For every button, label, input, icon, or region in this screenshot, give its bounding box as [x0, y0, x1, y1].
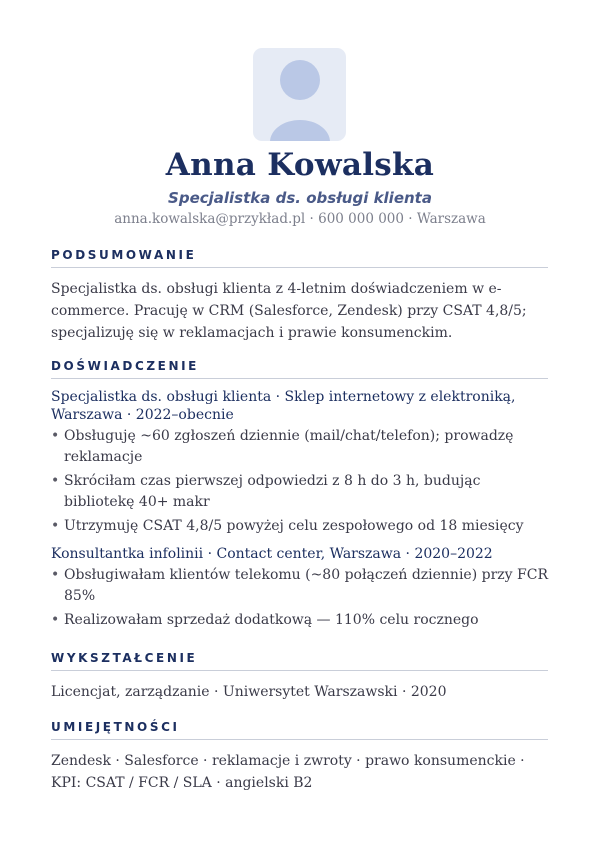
candidate-name: Anna Kowalska: [165, 147, 435, 183]
experience-title: DOŚWIADCZENIE: [51, 359, 548, 379]
skills-text: Zendesk · Salesforce · reklamacje i zwroty · prawo konsumenckie · KPI: CSAT / FCR / SLA · angielski B2: [51, 753, 525, 791]
candidate-role: Specjalistka ds. obsługi klienta: [168, 189, 432, 207]
job-entry: [51, 388, 548, 537]
experience-section: [51, 359, 548, 634]
avatar-placeholder-icon: [253, 48, 346, 141]
skills-title: UMIEJĘTNOŚCI: [51, 720, 548, 740]
job-bullet: • Obsługiwałam klientów telekomu (~80 połączeń dziennie) przy FCR 85%: [51, 565, 548, 607]
avatar-head-shape: [280, 60, 320, 100]
education-section: [51, 651, 548, 703]
avatar-body-shape: [270, 120, 330, 141]
summary-text: Specjalistka ds. obsługi klienta z 4-letnim doświadczeniem w e-commerce. Pracuję w CRM (Salesforce, Zendesk) przy CSAT 4,8/5; specjalizuję się w reklamacjach i prawie konsumenckim.: [51, 281, 527, 341]
job-entry: [51, 545, 548, 631]
summary-section: [51, 248, 548, 344]
summary-title: PODSUMOWANIE: [51, 248, 548, 268]
job-bullets: [51, 565, 548, 631]
job-heading: Konsultantka infolinii · Contact center, Warszawa · 2020–2022: [51, 546, 493, 562]
skills-section: [51, 720, 548, 794]
job-bullet: • Skróciłam czas pierwszej odpowiedzi z 8 h do 3 h, budując bibliotekę 40+ makr: [51, 471, 548, 513]
education-text: Licencjat, zarządzanie · Uniwersytet Warszawski · 2020: [51, 684, 447, 700]
job-bullets: [51, 426, 548, 537]
job-bullet: • Realizowałam sprzedaż dodatkową — 110% celu rocznego: [51, 610, 548, 631]
job-bullet: • Obsługuję ~60 zgłoszeń dziennie (mail/chat/telefon); prowadzę reklamacje: [51, 426, 548, 468]
job-heading: Specjalistka ds. obsługi klienta · Sklep internetowy z elektroniką, Warszawa · 2022–obecnie: [51, 389, 516, 423]
contact-line: anna.kowalska@przykład.pl · 600 000 000 · Warszawa: [114, 211, 486, 227]
education-title: WYKSZTAŁCENIE: [51, 651, 548, 671]
job-bullet: • Utrzymuję CSAT 4,8/5 powyżej celu zespołowego od 18 miesięcy: [51, 516, 548, 537]
